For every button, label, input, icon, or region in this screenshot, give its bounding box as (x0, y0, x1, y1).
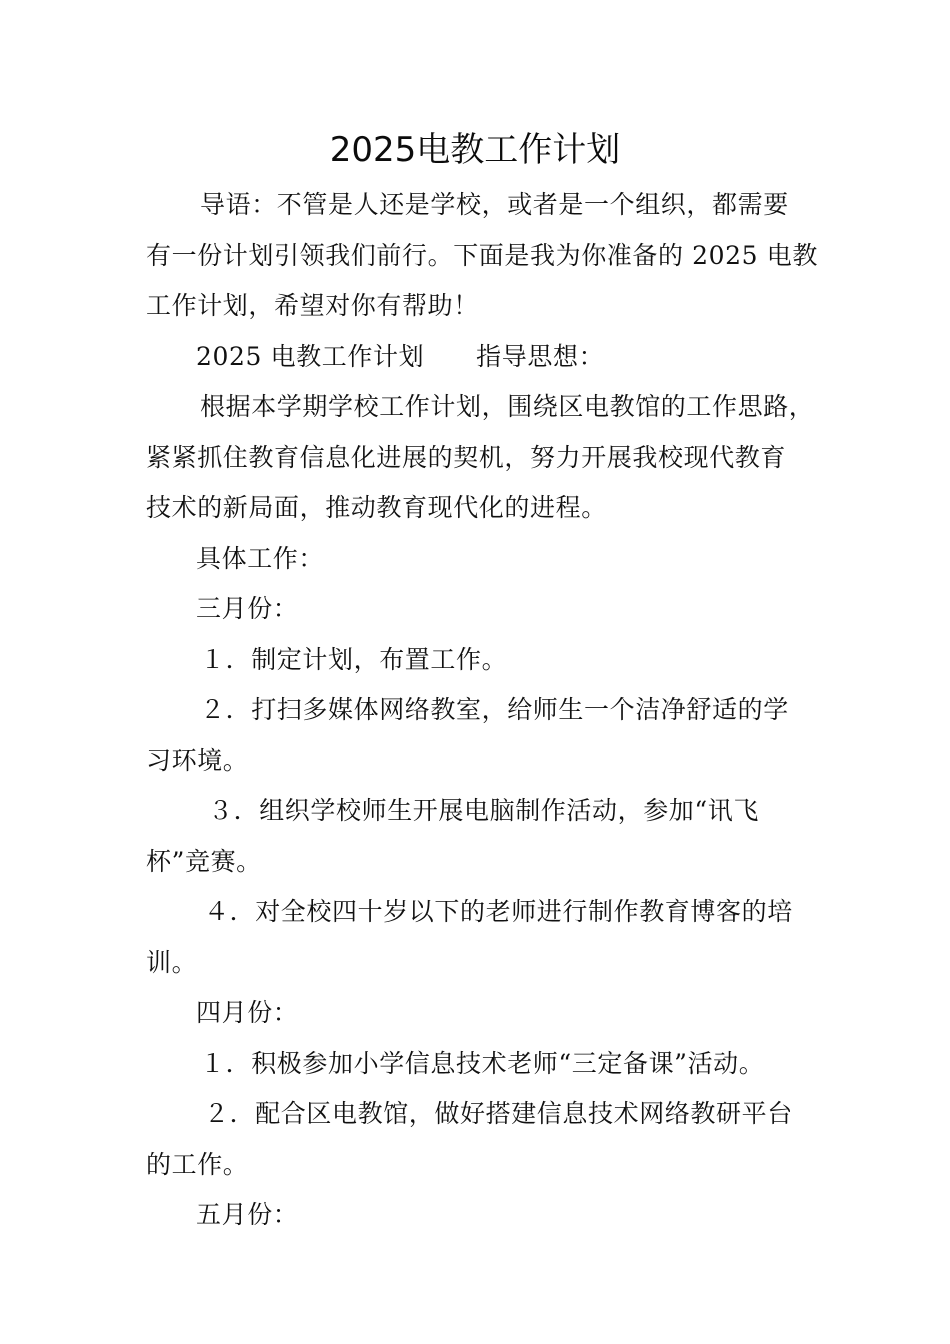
section-heading-line (146, 332, 816, 383)
guiding-paragraph (146, 382, 816, 534)
guiding-ideology-label: 指导思想： (476, 341, 605, 371)
may-label: 五月份： (196, 1200, 299, 1229)
document-body (146, 180, 816, 1241)
section-heading (146, 332, 816, 383)
march-label: 三月份： (196, 594, 299, 623)
march-item-3 (146, 786, 816, 887)
april-item-1-line: １．积极参加小学信息技术老师“三定备课”活动。 (200, 1048, 765, 1078)
april-item-2-line-1: ２．配合区电教馆，做好搭建信息技术网络教研平台 (204, 1099, 793, 1128)
march-item-1-line: １．制定计划，布置工作。 (200, 644, 508, 674)
march-item-1 (146, 635, 816, 686)
march-item-4 (146, 887, 816, 988)
april-item-1 (146, 1039, 816, 1090)
march-item-4-line-2: 训。 (146, 947, 198, 977)
april-item-2-line-2: 的工作。 (146, 1149, 249, 1179)
may-heading (146, 1190, 816, 1241)
guiding-line-1: 根据本学期学校工作计划，围绕区电教馆的工作思路， (200, 392, 815, 421)
intro-paragraph (146, 180, 816, 332)
intro-line-3: 工作计划，希望对你有帮助！ (146, 291, 479, 320)
intro-line-1: 导语：不管是人还是学校，或者是一个组织，都需要 (200, 190, 789, 219)
intro-line-2: 有一份计划引领我们前行。下面是我为你准备的 2025 电教 (146, 240, 818, 270)
april-item-2 (146, 1089, 816, 1190)
march-item-2-line-2: 习环境。 (146, 745, 249, 775)
april-label: 四月份： (196, 998, 299, 1027)
march-item-3-line-2: 杯”竞赛。 (146, 846, 262, 876)
march-item-2 (146, 685, 816, 786)
document-title: 2025电教工作计划 (329, 130, 621, 170)
march-item-3-line-1: ３．组织学校师生开展电脑制作活动，参加“讯飞 (208, 796, 759, 825)
march-heading (146, 584, 816, 635)
april-heading (146, 988, 816, 1039)
section-heading-title: 2025 电教工作计划 (196, 341, 425, 371)
specific-work-label: 具体工作： (196, 543, 325, 573)
guiding-line-3: 技术的新局面，推动教育现代化的进程。 (146, 493, 607, 522)
march-item-2-line-1: ２．打扫多媒体网络教室，给师生一个洁净舒适的学 (200, 695, 789, 724)
specific-work-heading (146, 534, 816, 585)
guiding-line-2: 紧紧抓住教育信息化进展的契机，努力开展我校现代教育 (146, 442, 787, 472)
march-item-4-line-1: ４．对全校四十岁以下的老师进行制作教育博客的培 (204, 897, 793, 926)
